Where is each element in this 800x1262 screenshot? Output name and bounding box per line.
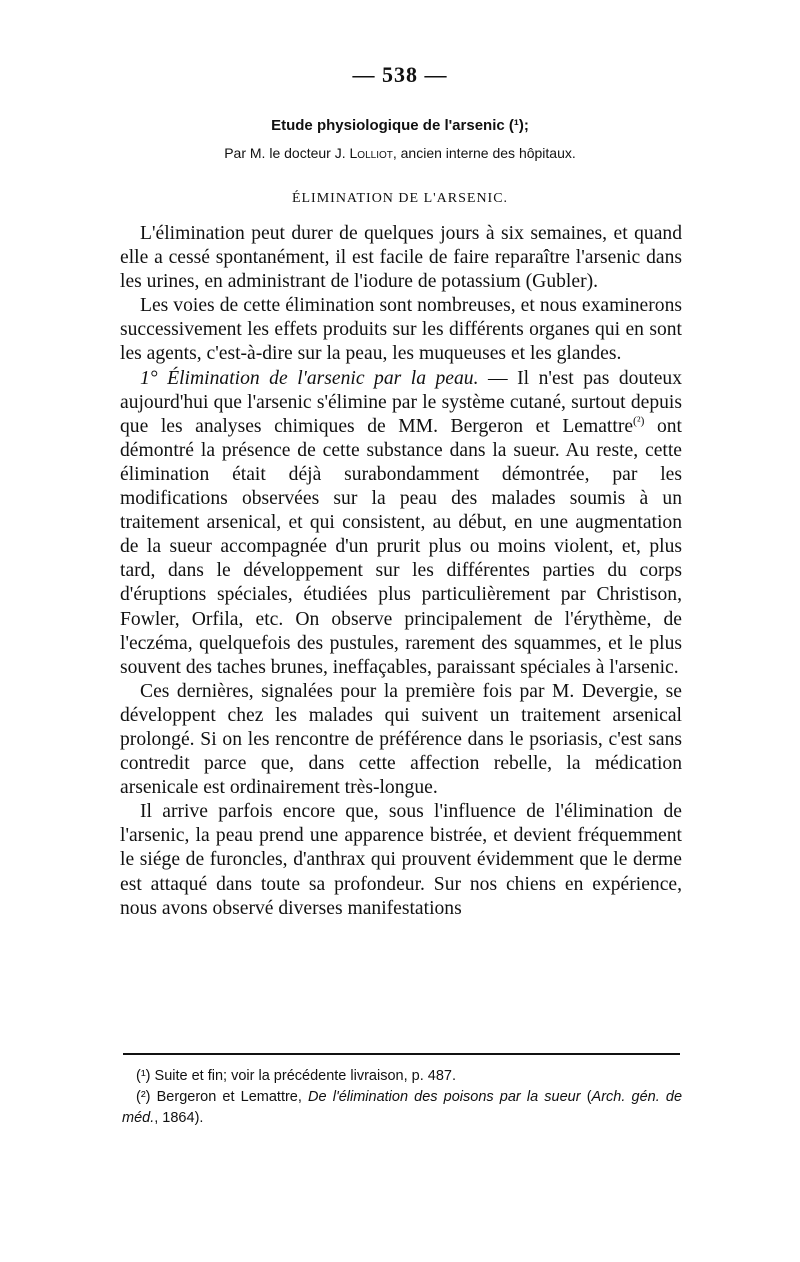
footnote-2 (122, 1087, 682, 1129)
title-footnote-ref: (¹); (508, 117, 529, 134)
paragraph-3 (120, 367, 682, 680)
footnote-1-text: Suite et fin; voir la précédente livraison, p. 487. (150, 1068, 456, 1084)
article-title-text: Etude physiologique de l'arsenic (271, 117, 505, 134)
footnote-2-title: De l'élimination des poisons par la sueur (308, 1089, 581, 1105)
paragraph-2: Les voies de cette élimination sont nombreuses, et nous examinerons successivement les effets produits sur les différents organes qui en sont les agents, c'est-à-dire sur la peau, les muqueuses et les glandes. (120, 295, 682, 365)
footnotes (122, 1066, 682, 1129)
paragraph-3-lead: 1° Élimination de l'arsenic par la peau. (140, 367, 479, 389)
footnote-2-year: , 1864). (154, 1110, 204, 1126)
byline-suffix: , ancien interne des hôpitaux. (392, 145, 576, 161)
section-heading: ÉLIMINATION DE L'ARSENIC. (291, 191, 509, 206)
footnote-2-paren: ( (580, 1089, 592, 1105)
body-text (120, 222, 682, 921)
page-number: — 538 — (352, 62, 448, 87)
paragraph-4: Ces dernières, signalées pour la première fois par M. Devergie, se développent chez les malades qui suivent un traitement arsenical prolongé. Si on les rencontre de préférence dans le psoriasis, c'est sans contredit parce que, dans cette affection rebelle, la médication arsenicale est ordinairement très-longue. (120, 680, 682, 799)
byline-prefix: Par M. le docteur J. (224, 145, 350, 161)
article-title (0, 117, 800, 134)
footnote-2-authors: Bergeron et Lemattre, (150, 1089, 309, 1105)
paragraph-5: Il arrive parfois encore que, sous l'influence de l'élimination de l'arsenic, la peau prend une apparence bistrée, et devient fréquemment le siége de furoncles, d'anthrax qui prouvent évidemment que le derme est attaqué dans toute sa profondeur. Sur nos chiens en expérience, nous avons observé diverses manifestations (120, 801, 682, 919)
footnote-1-mark: (¹) (136, 1068, 151, 1084)
footnote-1 (122, 1066, 682, 1087)
byline-author: Lolliot (349, 145, 393, 161)
footnote-2-mark: (²) (136, 1089, 151, 1105)
byline (0, 145, 800, 161)
paragraph-3-part-b: ont démontré la présence de cette substance dans la sueur. Au reste, cette élimination était déjà surabondamment démontrée, par les modifications observées sur la peau des malades soumis à un traitement arsenical, et qui consistent, au début, en une augmentation de la sueur accompagnée d'un prurit plus ou moins violent, et, plus tard, dans le développement sur les différentes parties du corps d'éruptions spéciales, étudiées plus particulièrement par Christison, Fowler, Orfila, etc. On observe principalement de l'érythème, de l'eczéma, quelquefois des pustules, rarement des squammes, et le plus souvent des taches brunes, ineffaçables, paraissant spéciales à l'arsenic. (120, 415, 682, 678)
paragraph-1: L'élimination peut durer de quelques jours à six semaines, et quand elle a cessé spontanément, il est facile de faire reparaître l'arsenic dans les urines, en administrant de l'iodure de potassium (Gubler). (120, 223, 682, 293)
footnote-ref-2: (²) (633, 414, 645, 428)
footnote-2-journal: Arch. gén. de méd. (122, 1089, 683, 1126)
paragraph-3-part-a: — Il n'est pas douteux aujourd'hui que l'arsenic s'élimine par le système cutané, surtout depuis que les analyses chimiques de MM. Bergeron et Lemattre (120, 367, 682, 437)
footnote-rule (123, 1053, 680, 1055)
